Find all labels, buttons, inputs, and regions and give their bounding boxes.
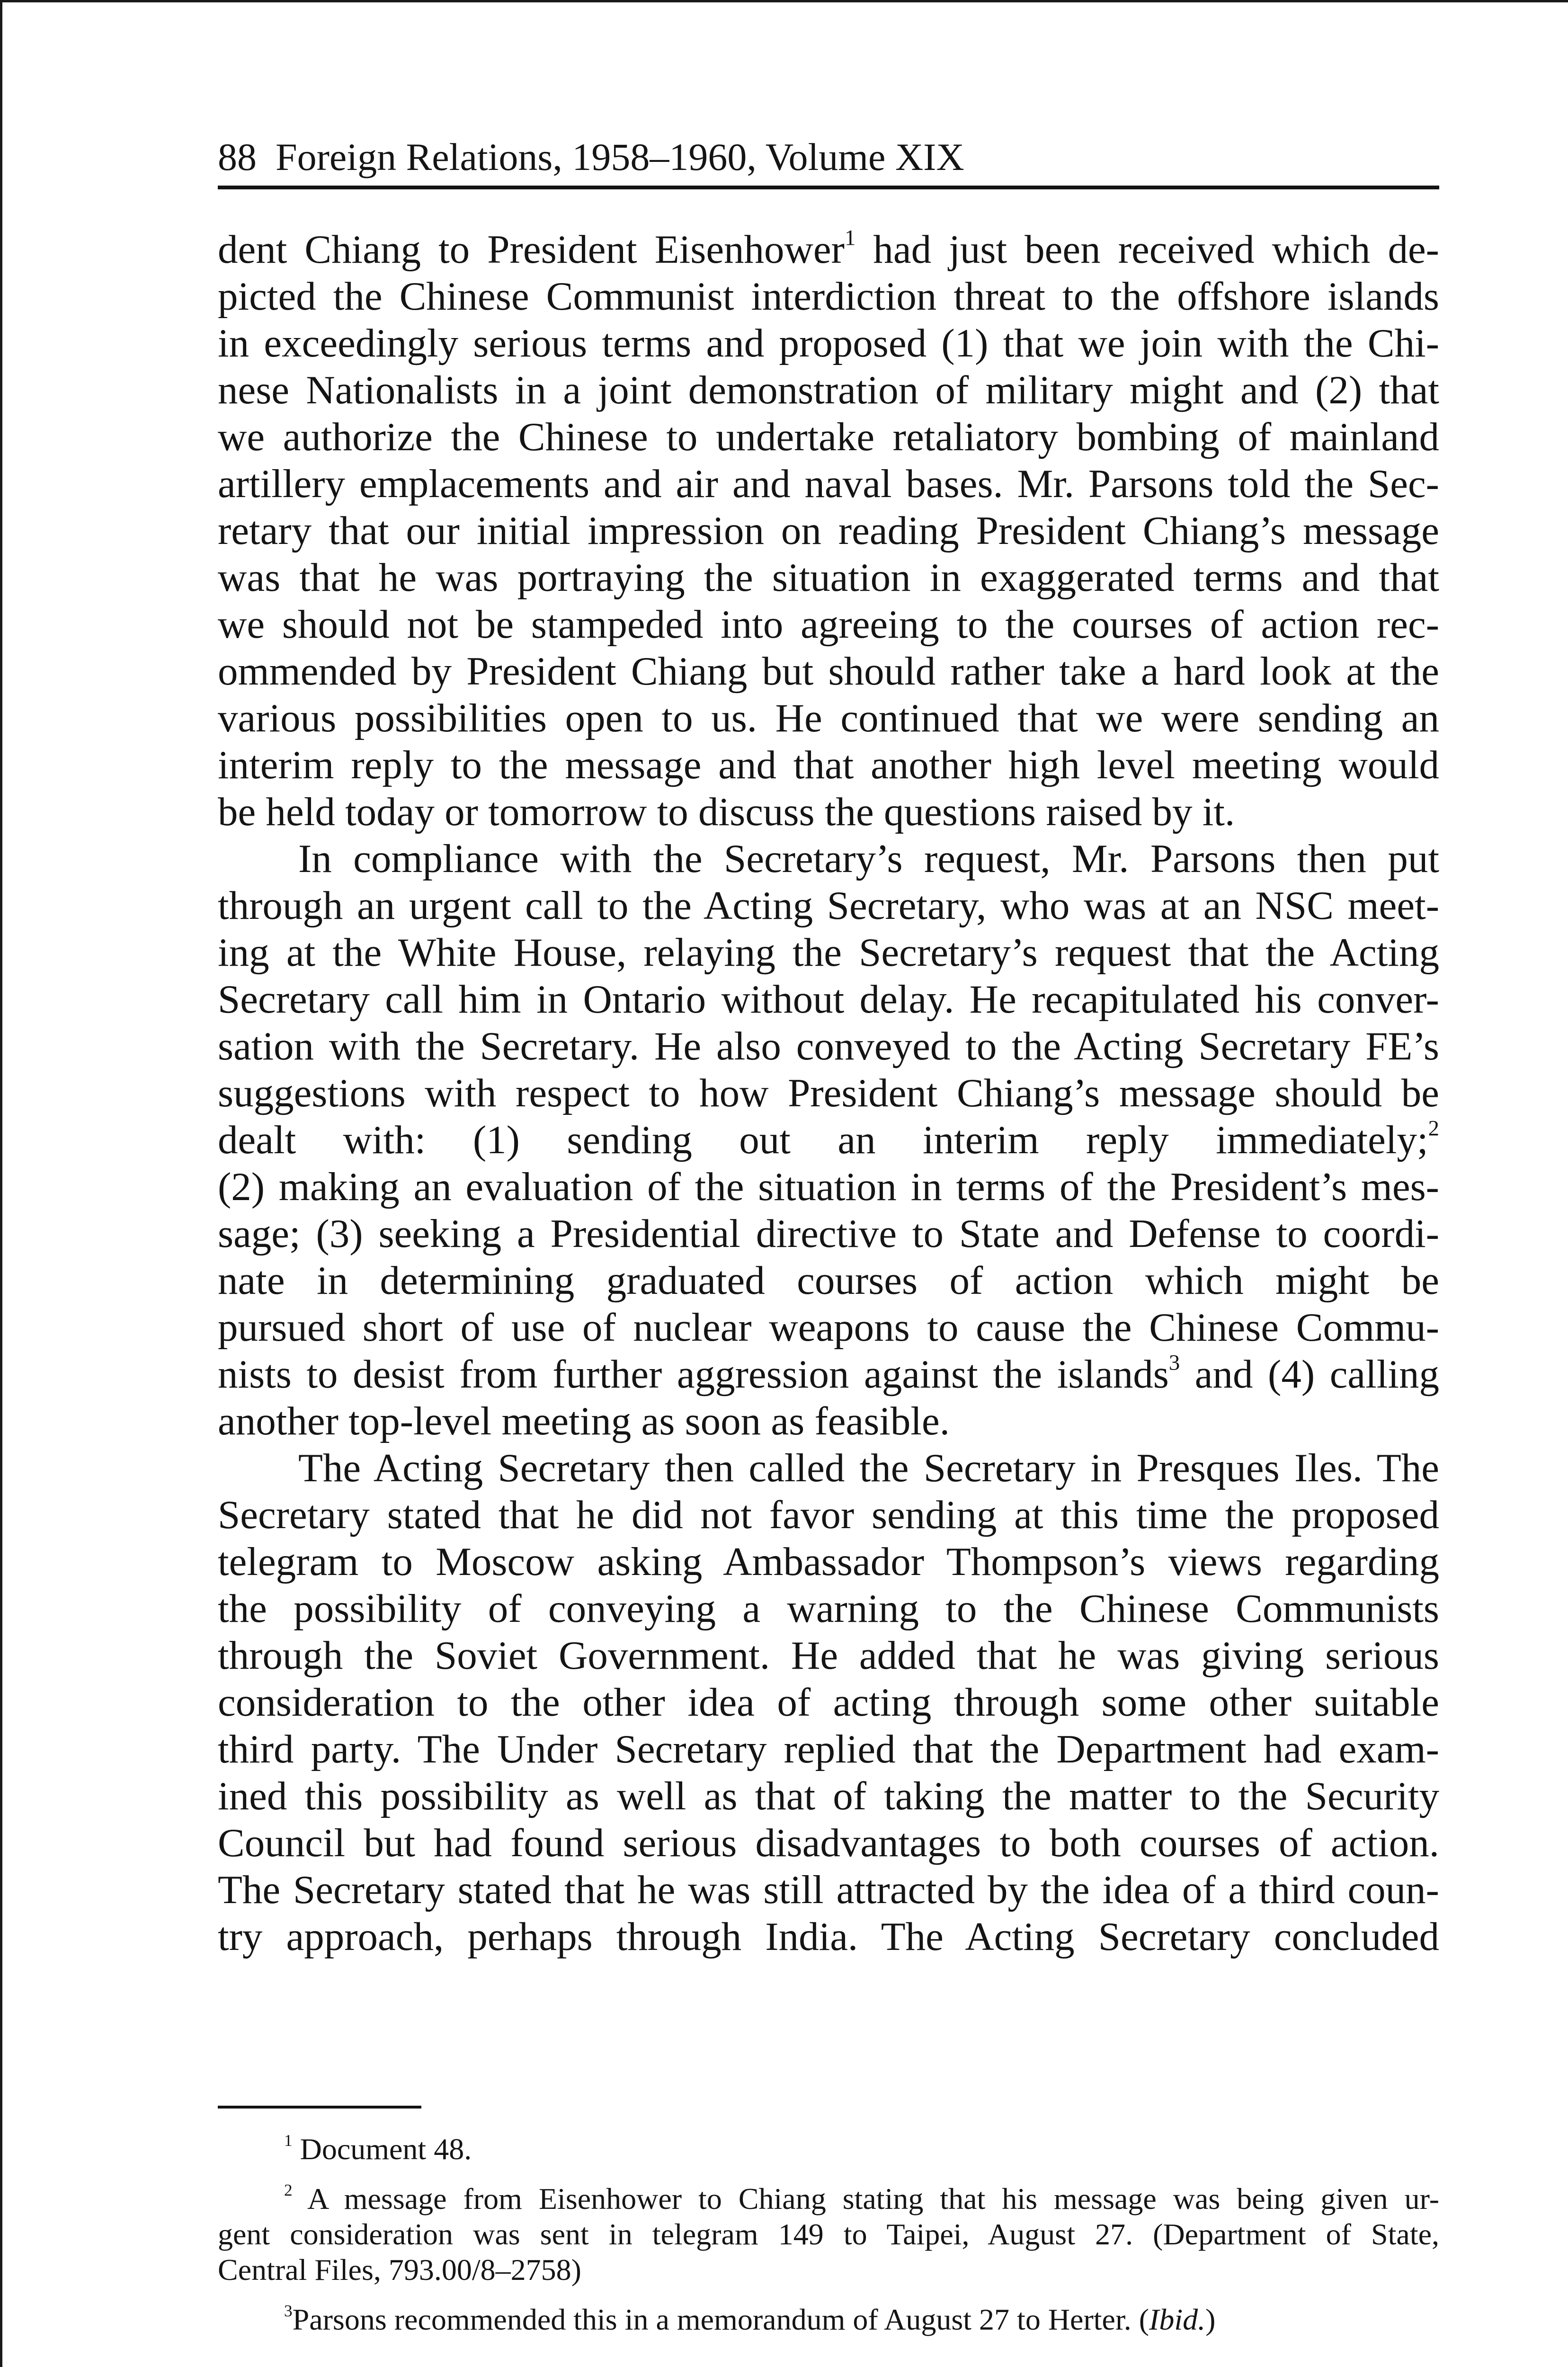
text-line: Central Files, 793.00/8–2758) — [218, 2253, 581, 2287]
footnotes — [218, 2131, 1439, 2337]
scan-border-top — [0, 0, 1568, 2]
text-line: Council but had found serious disadvantages to both courses of action. — [218, 1821, 1439, 1865]
body-text — [218, 226, 1439, 1960]
text-line: gent consideration was sent in telegram 149 to Taipei, August 27. (Department of State, — [218, 2217, 1439, 2251]
ibid-italic: Ibid. — [1149, 2303, 1206, 2336]
footnote-1: $^1$ Document 48. — [284, 2131, 472, 2166]
text-line: ing at the White House, relaying the Secretary’s request that the Acting — [218, 930, 1439, 975]
footnote-2: $^2$ A message from Eisenhower to Chiang stating that his message was being given ur- gent consideration was sent in telegram 149 to Taipei, August 27. (Department of State, Central Files, 793.00/8–2758) — [218, 2180, 1440, 2287]
text-line: consideration to the other idea of acting through some other suitable — [218, 1680, 1439, 1725]
page-number: 88 — [218, 135, 257, 178]
text-line: nists to desist from further aggression against the islands$^3$ and (4) calling — [218, 1350, 1439, 1397]
text-line: The Secretary stated that he was still attracted by the idea of a third coun- — [218, 1868, 1439, 1912]
text-line: through the Soviet Government. He added that he was giving serious — [218, 1633, 1439, 1678]
text-line: artillery emplacements and air and naval bases. Mr. Parsons told the Sec- — [218, 462, 1439, 506]
text-line: through an urgent call to the Acting Secretary, who was at an NSC meet- — [218, 883, 1439, 928]
text-line: telegram to Moscow asking Ambassador Thompson’s views regarding — [218, 1539, 1439, 1584]
running-title: Foreign Relations, 1958–1960, Volume XIX — [276, 135, 964, 178]
text-line: Secretary call him in Ontario without delay. He recapitulated his conver- — [218, 977, 1439, 1022]
text-line: interim reply to the message and that another high level meeting would — [218, 743, 1439, 787]
text-line: nese Nationalists in a joint demonstration of military might and (2) that — [218, 368, 1439, 412]
text-line: nate in determining graduated courses of action which might be — [218, 1258, 1439, 1303]
text-line: we authorize the Chinese to undertake retaliatory bombing of mainland — [218, 415, 1439, 459]
paragraph-3 — [218, 1445, 1439, 1960]
footnote-marker: 2 — [284, 2180, 293, 2199]
paragraph-2 — [218, 836, 1439, 1445]
header-rule — [218, 186, 1439, 189]
text-line: try approach, perhaps through India. The Acting Secretary concluded — [218, 1914, 1439, 1959]
footnote-ref: 3 — [1168, 1350, 1180, 1375]
footnote-marker: 3 — [284, 2301, 293, 2320]
text-line: the possibility of conveying a warning to the Chinese Communists — [218, 1586, 1439, 1631]
text-line: In compliance with the Secretary’s request, Mr. Parsons then put — [298, 836, 1439, 881]
footnote-ref: 1 — [844, 225, 856, 250]
text-line: various possibilities open to us. He continued that we were sending an — [218, 696, 1439, 740]
text-line: sage; (3) seeking a Presidential directive to State and Defense to coordi- — [218, 1211, 1439, 1256]
text-line: retary that our initial impression on reading President Chiang’s message — [218, 508, 1439, 553]
text-line: was that he was portraying the situation in exaggerated terms and that — [218, 555, 1439, 600]
text-line: The Acting Secretary then called the Secretary in Presques Iles. The — [298, 1446, 1439, 1490]
text-line: ined this possibility as well as that of taking the matter to the Security — [218, 1774, 1439, 1818]
text-line: ommended by President Chiang but should rather take a hard look at the — [218, 649, 1439, 694]
scan-border-left — [0, 0, 2, 2367]
text-line: we should not be stampeded into agreeing to the courses of action rec- — [218, 602, 1439, 647]
paragraph-1 — [218, 226, 1439, 836]
text-line: in exceedingly serious terms and proposed (1) that we join with the Chi- — [218, 321, 1439, 365]
footnote-marker: 1 — [284, 2131, 293, 2150]
text-line: sation with the Secretary. He also conveyed to the Acting Secretary FE’s — [218, 1024, 1439, 1068]
running-header — [218, 133, 1439, 181]
text-line: Secretary stated that he did not favor sending at this time the proposed — [218, 1493, 1439, 1537]
text-line: third party. The Under Secretary replied that the Department had exam- — [218, 1727, 1439, 1771]
text-line: dealt with: (1) sending out an interim reply immediately;$^2$ — [218, 1116, 1439, 1162]
text-line: pursued short of use of nuclear weapons to cause the Chinese Commu- — [218, 1305, 1439, 1350]
text-line: be held today or tomorrow to discuss the questions raised by it. — [218, 790, 1235, 834]
footnote-rule — [218, 2106, 421, 2109]
footnote-3: $^3$Parsons recommended this in a memorandum of August 27 to Herter. (Ibid.) — [284, 2301, 1216, 2336]
text-line: another top-level meeting as soon as feasible. — [218, 1399, 950, 1443]
text-line: suggestions with respect to how President Chiang’s message should be — [218, 1071, 1439, 1115]
text-line: dent Chiang to President Eisenhower$^1$ had just been received which de- — [218, 225, 1439, 272]
text-line: (2) making an evaluation of the situation in terms of the President’s mes- — [218, 1165, 1439, 1209]
text-line: picted the Chinese Communist interdiction threat to the offshore islands — [218, 274, 1439, 319]
footnote-ref: 2 — [1428, 1116, 1439, 1141]
